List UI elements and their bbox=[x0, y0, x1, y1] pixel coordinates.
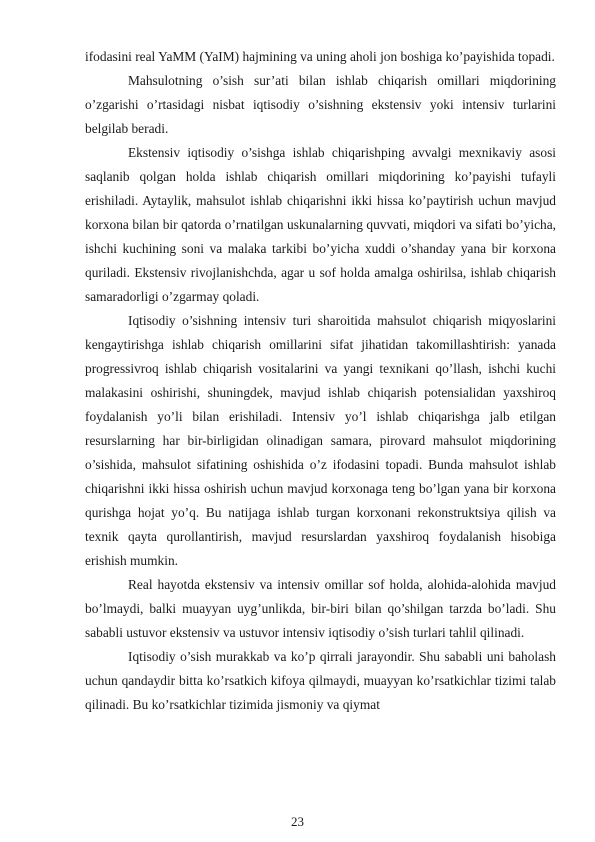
page-number: 23 bbox=[291, 814, 304, 829]
paragraph: Iqtisodiy o’sish murakkab va ko’p qirrali jarayondir. Shu sababli uni baholash uchun qandaydir bitta ko’rsatkich kifoya qilmaydi, muayyan ko’rsatkichlar tizimi talab qilinadi. Bu ko’rsatkichlar tizimida jismoniy va qiymat bbox=[85, 649, 556, 712]
paragraph: Mahsulotning o’sish sur’ati bilan ishlab chiqarish omillari miqdorining o’zgarishi o’rtasidagi nisbat iqtisodiy o’sishning ekstensiv yoki intensiv turlarini belgilab beradi. bbox=[85, 73, 556, 136]
paragraph-continuation: ifodasini real YaMM (YaIM) hajmining va uning aholi jon boshiga ko’payishida topadi. bbox=[85, 49, 555, 64]
paragraph: Real hayotda ekstensiv va intensiv omillar sof holda, alohida-alohida mavjud bo’lmaydi, balki muayyan uyg’unlikda, bir-biri bilan qo’shilgan tarzda bo’ladi. Shu sababli ustuvor ekstensiv va ustuvor intensiv iqtisodiy o’sish turlari tahlil qilinadi. bbox=[85, 577, 556, 640]
paragraph: Ekstensiv iqtisodiy o’sishga ishlab chiqarishping avvalgi mexnikaviy asosi saqlanib qolgan holda ishlab chiqarish omillari miqdorining ko’payishi tufayli erishiladi. Aytaylik, mahsulot ishlab chiqarishni ikki hissa ko’paytirish uchun mavjud korxona bilan bir qatorda o’rnatilgan uskunalarning quvvati, miqdori va sifati bo’yicha, ishchi kuchining soni va malaka tarkibi bo’yicha xuddi o’shanday yana bir korxona quriladi. Ekstensiv rivojlanishchda, agar u sof holda amalga oshirilsa, ishlab chiqarish samaradorligi o’zgarmay qoladi. bbox=[85, 145, 556, 304]
paragraph: Iqtisodiy o’sishning intensiv turi sharoitida mahsulot chiqarish miqyoslarini kengaytirishga ishlab chiqarish omillarini sifat jihatidan takomillashtirish: yanada progressivroq ishlab chiqarish vositalarini va yangi texnikani qo’llash, ishchi kuchi malakasini oshirishi, shuningdek, mavjud ishlab chiqarish potensialidan yaxshiroq foydalanish yo’li bilan erishiladi. Intensiv yo’l ishlab chiqarishga jalb etilgan resurslarning har bir-birligidan olinadigan samara, pirovard mahsulot miqdorining o’sishida, mahsulot sifatining oshishida o’z ifodasini topadi. Bunda mahsulot ishlab chiqarishni ikki hissa oshirish uchun mavjud korxonaga teng bo’lgan yana bir korxona qurishga hojat yo’q. Bu natijaga ishlab turgan korxonani rekonstruktsiya qilish va texnik qayta qurollantirish, mavjud resurslardan yaxshiroq foydalanish hisobiga erishish mumkin. bbox=[85, 313, 556, 568]
body-text bbox=[85, 45, 556, 717]
